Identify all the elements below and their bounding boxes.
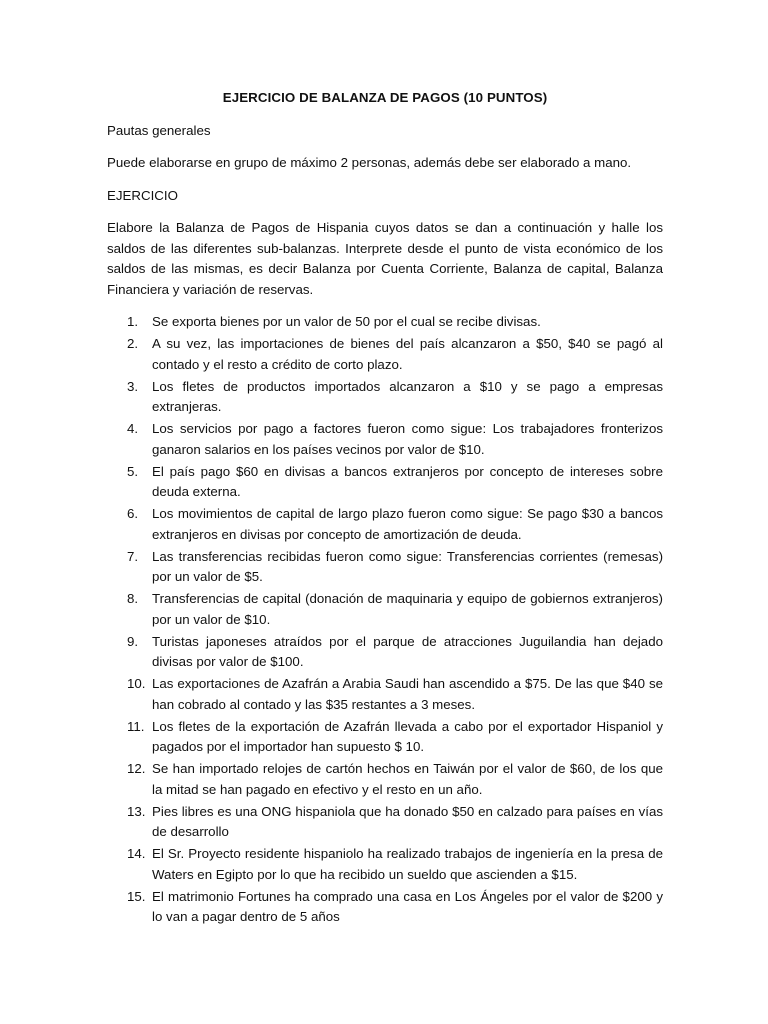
- item-text: El país pago $60 en divisas a bancos extranjeros por concepto de intereses sobre deuda externa.: [152, 463, 663, 499]
- item-text: Las transferencias recibidas fueron como sigue: Transferencias corrientes (remesas) por un valor de $5.: [152, 548, 663, 584]
- item-number: 14.: [127, 846, 146, 861]
- item-number: 10.: [127, 676, 146, 691]
- list-item: [107, 504, 663, 545]
- item-number: 13.: [127, 803, 146, 819]
- list-item: [107, 674, 663, 715]
- item-text: El matrimonio Fortunes ha comprado una casa en Los Ángeles por el valor de $200 y lo van a pagar dentro de 5 años: [152, 888, 663, 924]
- item-number: 3.: [127, 378, 139, 394]
- list-item: [107, 717, 663, 758]
- item-text: Las exportaciones de Azafrán a Arabia Saudi han ascendido a $75. De las que $40 se han cobrado al contado y las $35 restantes a 3 meses.: [152, 676, 663, 712]
- exercise-intro: Elabore la Balanza de Pagos de Hispania cuyos datos se dan a continuación y halle los saldos de las diferentes sub-balanzas. Interprete desde el punto de vista económico de los saldos de las mismas, es decir Balanza por Cuenta Corriente, Balanza de capital, Balanza Financiera y variación de reservas.: [107, 220, 663, 297]
- list-item: [107, 419, 663, 460]
- item-text: El Sr. Proyecto residente hispaniolo ha realizado trabajos de ingeniería en la presa de Waters en Egipto por lo que ha recibido un sueldo que ascienden a $15.: [152, 846, 663, 882]
- item-text: Los servicios por pago a factores fueron como sigue: Los trabajadores fronterizos ganaron salarios en los países vecinos por valor de $10.: [152, 421, 663, 457]
- list-item: [107, 377, 663, 418]
- list-item: [107, 589, 663, 630]
- guidelines-text: Puede elaborarse en grupo de máximo 2 personas, además debe ser elaborado a mano.: [107, 155, 632, 170]
- guidelines-heading: Pautas generales: [107, 122, 211, 138]
- item-number: 7.: [127, 548, 139, 564]
- list-item: [107, 844, 663, 885]
- item-text: Turistas japoneses atraídos por el parque de atracciones Juguilandia han dejado divisas por valor de $100.: [152, 633, 663, 669]
- item-number: 5.: [127, 463, 139, 479]
- item-number: 1.: [127, 314, 139, 329]
- list-item: [107, 547, 663, 588]
- item-text: Transferencias de capital (donación de maquinaria y equipo de gobiernos extranjeros) por un valor de $10.: [152, 591, 663, 627]
- item-text: Se exporta bienes por un valor de 50 por el cual se recibe divisas.: [152, 314, 541, 329]
- item-text: Los fletes de productos importados alcanzaron a $10 y se pago a empresas extranjeras.: [152, 378, 663, 414]
- document-title: EJERCICIO DE BALANZA DE PAGOS (10 PUNTOS): [222, 90, 548, 105]
- list-item: [107, 887, 663, 928]
- item-text: Se han importado relojes de cartón hechos en Taiwán por el valor de $60, de los que la mitad se han pagado en efectivo y el resto en un año.: [152, 761, 663, 797]
- exercise-heading: EJERCICIO: [107, 187, 178, 203]
- item-text: Los movimientos de capital de largo plazo fueron como sigue: Se pago $30 a bancos extranjeros en divisas por concepto de amortización de deuda.: [152, 506, 663, 542]
- item-number: 2.: [127, 336, 139, 351]
- list-item: [107, 462, 663, 503]
- exercise-items-list: [107, 312, 663, 928]
- list-item: [107, 802, 663, 843]
- item-number: 8.: [127, 591, 139, 606]
- item-number: 12.: [127, 761, 146, 776]
- item-number: 4.: [127, 421, 139, 436]
- list-item: [107, 632, 663, 673]
- item-text: Pies libres es una ONG hispaniola que ha donado $50 en calzado para países en vías de desarrollo: [152, 803, 663, 839]
- item-number: 15.: [127, 888, 146, 904]
- item-number: 11.: [127, 718, 145, 734]
- list-item: [107, 334, 663, 375]
- list-item: [107, 759, 663, 800]
- list-item: [107, 312, 663, 333]
- item-text: A su vez, las importaciones de bienes del país alcanzaron a $50, $40 se pagó al contado y el resto a crédito de corto plazo.: [152, 336, 663, 372]
- item-number: 6.: [127, 506, 139, 521]
- item-number: 9.: [127, 633, 139, 649]
- item-text: Los fletes de la exportación de Azafrán llevada a cabo por el exportador Hispaniol y pagados por el importador han supuesto $ 10.: [152, 718, 663, 754]
- document-content: [107, 88, 663, 929]
